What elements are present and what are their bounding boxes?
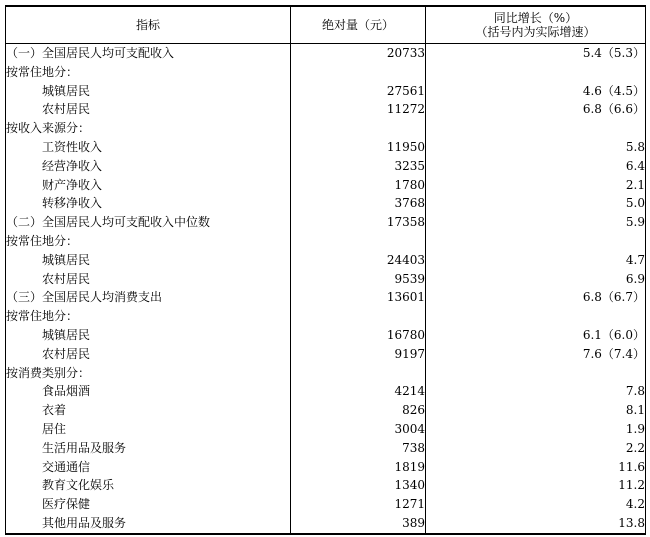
row-absolute-value: 1271 bbox=[291, 495, 426, 514]
table-row bbox=[6, 251, 646, 270]
row-absolute-value: 27561 bbox=[291, 82, 426, 101]
table-row bbox=[6, 514, 646, 534]
row-absolute-value bbox=[291, 232, 426, 251]
row-growth-value: 5.8 bbox=[426, 138, 646, 157]
table-header bbox=[6, 6, 646, 44]
table-row bbox=[6, 420, 646, 439]
row-growth-value: 6.8（6.7） bbox=[426, 288, 646, 307]
row-indicator-label: 转移净收入 bbox=[6, 194, 291, 213]
header-growth-line1: 同比增长（%） bbox=[493, 11, 578, 25]
table-row bbox=[6, 213, 646, 232]
row-indicator-label: （三）全国居民人均消费支出 bbox=[6, 288, 291, 307]
row-absolute-value bbox=[291, 307, 426, 326]
row-absolute-value: 4214 bbox=[291, 382, 426, 401]
table-row bbox=[6, 194, 646, 213]
row-growth-value: 8.1 bbox=[426, 401, 646, 420]
row-growth-value: 6.4 bbox=[426, 157, 646, 176]
row-indicator-label: 教育文化娱乐 bbox=[6, 476, 291, 495]
row-growth-value bbox=[426, 364, 646, 383]
row-indicator-label: （一）全国居民人均可支配收入 bbox=[6, 44, 291, 63]
row-growth-value: 5.4（5.3） bbox=[426, 44, 646, 63]
row-growth-value: 1.9 bbox=[426, 420, 646, 439]
table-row bbox=[6, 364, 646, 383]
table-row bbox=[6, 307, 646, 326]
row-indicator-label: 城镇居民 bbox=[6, 82, 291, 101]
row-absolute-value: 3235 bbox=[291, 157, 426, 176]
table-row bbox=[6, 176, 646, 195]
row-growth-value bbox=[426, 307, 646, 326]
row-indicator-label: 按常住地分： bbox=[6, 232, 291, 251]
row-growth-value: 13.8 bbox=[426, 514, 646, 534]
row-growth-value: 11.6 bbox=[426, 458, 646, 477]
row-indicator-label: 按消费类别分： bbox=[6, 364, 291, 383]
header-absolute-amount: 绝对量（元） bbox=[291, 6, 426, 44]
row-absolute-value: 3004 bbox=[291, 420, 426, 439]
row-growth-value: 6.9 bbox=[426, 270, 646, 289]
row-growth-value bbox=[426, 119, 646, 138]
row-absolute-value: 9539 bbox=[291, 270, 426, 289]
row-growth-value: 5.9 bbox=[426, 213, 646, 232]
row-absolute-value: 738 bbox=[291, 439, 426, 458]
row-indicator-label: 食品烟酒 bbox=[6, 382, 291, 401]
row-absolute-value: 16780 bbox=[291, 326, 426, 345]
row-absolute-value: 826 bbox=[291, 401, 426, 420]
table-row bbox=[6, 119, 646, 138]
table-row bbox=[6, 382, 646, 401]
row-absolute-value bbox=[291, 119, 426, 138]
row-indicator-label: 衣着 bbox=[6, 401, 291, 420]
row-indicator-label: 农村居民 bbox=[6, 100, 291, 119]
table-row bbox=[6, 232, 646, 251]
table-row bbox=[6, 401, 646, 420]
row-indicator-label: 其他用品及服务 bbox=[6, 514, 291, 534]
table-row bbox=[6, 495, 646, 514]
table-row bbox=[6, 270, 646, 289]
row-absolute-value: 20733 bbox=[291, 44, 426, 63]
row-indicator-label: 生活用品及服务 bbox=[6, 439, 291, 458]
row-absolute-value: 9197 bbox=[291, 345, 426, 364]
row-absolute-value: 17358 bbox=[291, 213, 426, 232]
row-growth-value: 4.7 bbox=[426, 251, 646, 270]
row-indicator-label: 农村居民 bbox=[6, 270, 291, 289]
table-body bbox=[6, 44, 646, 534]
table-row bbox=[6, 439, 646, 458]
header-indicator: 指标 bbox=[6, 6, 291, 44]
row-growth-value: 5.0 bbox=[426, 194, 646, 213]
header-row bbox=[6, 6, 646, 44]
row-absolute-value: 1819 bbox=[291, 458, 426, 477]
header-yoy-growth bbox=[426, 6, 646, 44]
income-expenditure-table bbox=[5, 5, 646, 535]
row-indicator-label: 城镇居民 bbox=[6, 251, 291, 270]
table-row bbox=[6, 157, 646, 176]
row-growth-value: 11.2 bbox=[426, 476, 646, 495]
table-row bbox=[6, 138, 646, 157]
row-indicator-label: 农村居民 bbox=[6, 345, 291, 364]
row-indicator-label: 医疗保健 bbox=[6, 495, 291, 514]
row-growth-value: 6.8（6.6） bbox=[426, 100, 646, 119]
row-absolute-value: 389 bbox=[291, 514, 426, 534]
row-growth-value bbox=[426, 63, 646, 82]
row-growth-value: 4.6（4.5） bbox=[426, 82, 646, 101]
row-growth-value: 2.2 bbox=[426, 439, 646, 458]
row-indicator-label: 城镇居民 bbox=[6, 326, 291, 345]
row-indicator-label: 居住 bbox=[6, 420, 291, 439]
row-growth-value: 6.1（6.0） bbox=[426, 326, 646, 345]
row-absolute-value: 1340 bbox=[291, 476, 426, 495]
table-row bbox=[6, 458, 646, 477]
row-indicator-label: 工资性收入 bbox=[6, 138, 291, 157]
row-absolute-value bbox=[291, 364, 426, 383]
table-row bbox=[6, 326, 646, 345]
table-row bbox=[6, 82, 646, 101]
row-indicator-label: 经营净收入 bbox=[6, 157, 291, 176]
row-indicator-label: 财产净收入 bbox=[6, 176, 291, 195]
row-absolute-value: 13601 bbox=[291, 288, 426, 307]
row-growth-value: 4.2 bbox=[426, 495, 646, 514]
row-indicator-label: 按常住地分： bbox=[6, 307, 291, 326]
table-row bbox=[6, 288, 646, 307]
table-row bbox=[6, 63, 646, 82]
row-indicator-label: 交通通信 bbox=[6, 458, 291, 477]
row-absolute-value bbox=[291, 63, 426, 82]
row-absolute-value: 3768 bbox=[291, 194, 426, 213]
table-row bbox=[6, 44, 646, 63]
row-absolute-value: 11272 bbox=[291, 100, 426, 119]
row-growth-value: 7.8 bbox=[426, 382, 646, 401]
row-absolute-value: 1780 bbox=[291, 176, 426, 195]
table-row bbox=[6, 476, 646, 495]
row-indicator-label: （二）全国居民人均可支配收入中位数 bbox=[6, 213, 291, 232]
row-growth-value bbox=[426, 232, 646, 251]
header-growth-line2: （括号内为实际增速） bbox=[475, 25, 596, 39]
table-row bbox=[6, 345, 646, 364]
table-row bbox=[6, 100, 646, 119]
row-growth-value: 2.1 bbox=[426, 176, 646, 195]
row-absolute-value: 11950 bbox=[291, 138, 426, 157]
row-absolute-value: 24403 bbox=[291, 251, 426, 270]
row-indicator-label: 按收入来源分： bbox=[6, 119, 291, 138]
row-indicator-label: 按常住地分： bbox=[6, 63, 291, 82]
row-growth-value: 7.6（7.4） bbox=[426, 345, 646, 364]
